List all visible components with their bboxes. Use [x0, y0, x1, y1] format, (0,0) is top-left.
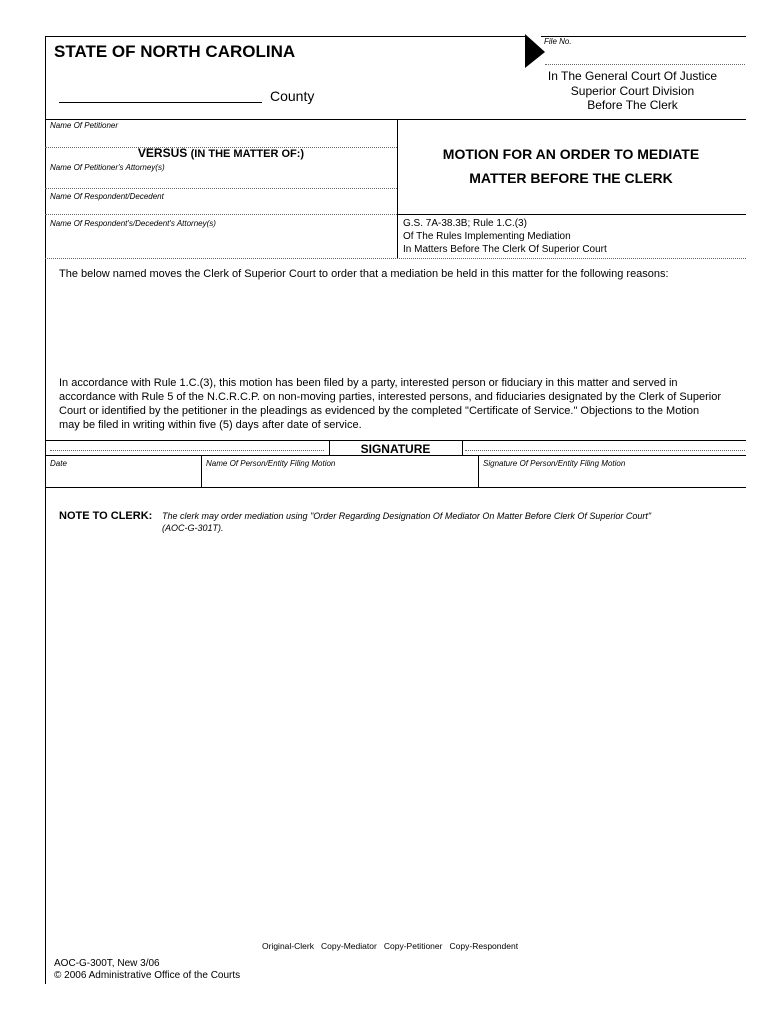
accordance-line-4: may be filed in writing within five (5) days after date of service. — [59, 419, 362, 431]
form-title-line-1: MOTION FOR AN ORDER TO MEDIATE — [442, 146, 700, 162]
accordance-line-1: In accordance with Rule 1.C.(3), this motion has been filed by a party, interested person or fiduciary in this matter and served in — [59, 377, 678, 389]
petitioner-field[interactable] — [50, 131, 393, 146]
file-no-top-line — [541, 36, 746, 37]
name-filing-field[interactable] — [206, 469, 474, 485]
statute-line-1: G.S. 7A-38.3B; Rule 1.C.(3) — [403, 218, 527, 229]
footer-copyright: © 2006 Administrative Office of the Courts — [54, 970, 241, 981]
footer-form-id: AOC-G-300T, New 3/06 — [54, 958, 160, 969]
signature-filing-label: Signature Of Person/Entity Filing Motion — [483, 459, 626, 468]
signature-div-2 — [478, 455, 479, 487]
court-line-2: Superior Court Division — [570, 84, 695, 98]
petitioner-attorney-field[interactable] — [50, 173, 393, 187]
grid-vertical-divider — [397, 119, 398, 258]
signature-dots-right — [465, 450, 745, 451]
signature-heading: SIGNATURE — [360, 442, 431, 456]
petitioner-label: Name Of Petitioner — [50, 121, 119, 130]
state-title: STATE OF NORTH CAROLINA — [54, 42, 296, 61]
versus-paren: (IN THE MATTER OF:) — [190, 148, 305, 160]
grid-line-258 — [45, 258, 746, 259]
respondent-attorney-field[interactable] — [50, 229, 393, 256]
grid-line-214-right — [397, 214, 746, 215]
respondent-label: Name Of Respondent/Decedent — [50, 192, 164, 201]
respondent-field[interactable] — [50, 201, 393, 213]
footer-copies: Original-Clerk Copy-Mediator Copy-Petitioner Copy-Respondent — [262, 941, 519, 951]
file-no-label: File No. — [544, 37, 572, 46]
reasons-field[interactable] — [59, 285, 745, 370]
grid-line-214 — [45, 214, 397, 215]
statute-line-2: Of The Rules Implementing Mediation — [403, 231, 571, 242]
accordance-line-2: accordance with Rule 5 of the N.C.R.C.P. on non-moving parties, interested persons, and fiduciaries designated by the Clerk of Superior — [59, 391, 721, 403]
note-line-2: (AOC-G-301T). — [162, 523, 224, 533]
signature-row-top — [45, 455, 746, 456]
signature-dots-left — [50, 450, 324, 451]
court-line-3: Before The Clerk — [587, 98, 678, 112]
statute-line-3: In Matters Before The Clerk Of Superior Court — [403, 244, 607, 255]
note-line-1: The clerk may order mediation using "Order Regarding Designation Of Mediator On Matter Before Clerk Of Superior Court" — [162, 511, 652, 521]
county-label: County — [270, 88, 315, 104]
signature-row-bottom — [45, 487, 746, 488]
form-title-line-2: MATTER BEFORE THE CLERK — [469, 170, 673, 186]
accordance-line-3: Court or identified by the petitioner in the pleadings as evidenced by the completed "Certificate of Service." Objections to the Motion — [59, 405, 700, 417]
grid-line-188 — [45, 188, 397, 189]
county-underline — [59, 102, 262, 103]
county-field[interactable] — [59, 86, 262, 102]
top-border — [45, 36, 526, 37]
signature-filing-field[interactable] — [483, 469, 743, 485]
respondent-attorney-label: Name Of Respondent's/Decedent's Attorney(s) — [50, 219, 216, 228]
file-no-field[interactable] — [545, 48, 745, 64]
grid-line-119 — [45, 119, 746, 120]
name-filing-label: Name Of Person/Entity Filing Motion — [206, 459, 336, 468]
left-border — [45, 36, 46, 984]
petitioner-attorney-label: Name Of Petitioner's Attorney(s) — [50, 163, 165, 172]
reasons-intro: The below named moves the Clerk of Superior Court to order that a mediation be held in this matter for the following reasons: — [59, 268, 669, 280]
signature-div-1 — [201, 455, 202, 487]
date-label: Date — [50, 459, 67, 468]
versus-word: VERSUS — [137, 146, 188, 160]
court-line-1: In The General Court Of Justice — [547, 69, 718, 83]
file-no-dotted-line — [545, 64, 745, 65]
note-label: NOTE TO CLERK: — [59, 510, 153, 522]
date-field[interactable] — [50, 469, 198, 485]
versus-heading — [45, 146, 397, 160]
